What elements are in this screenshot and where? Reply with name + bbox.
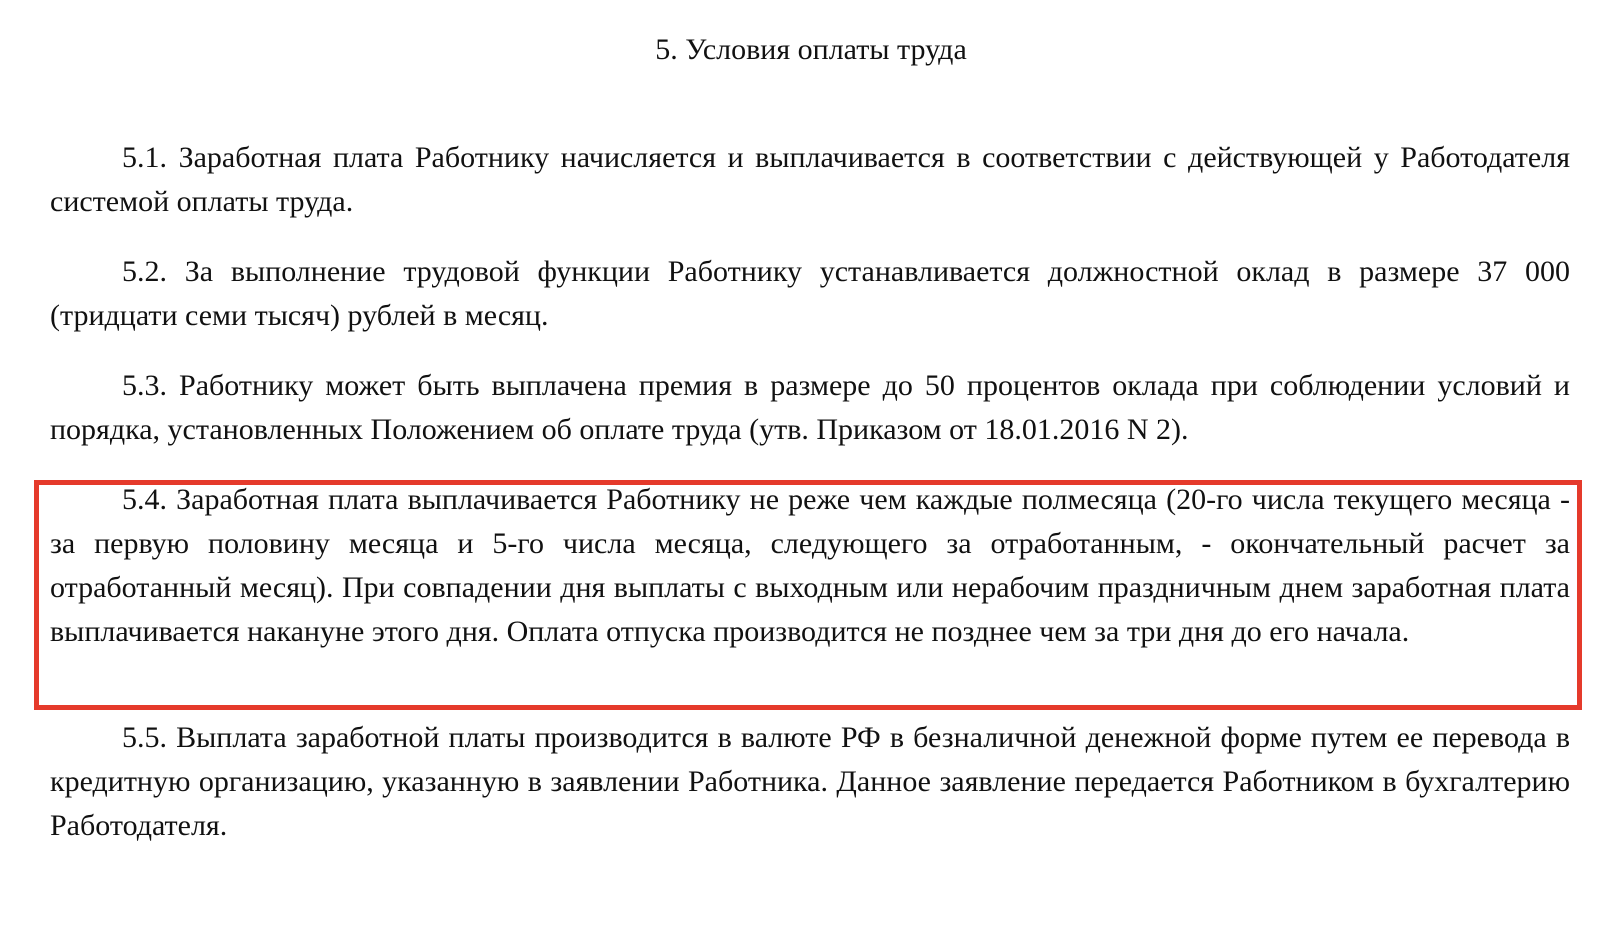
paragraph-5-4: 5.4. Заработная плата выплачивается Работнику не реже чем каждые полмесяца (20-го числа текущего месяца - за первую половину месяца и 5-го числа месяца, следующего за отработанным, - окончательный расчет за отработанный месяц). При совпадении дня выплаты с выходным или нерабочим праздничным днем заработная плата выплачивается накануне этого дня. Оплата отпуска производится не позднее чем за три дня до его начала. [50,483,1570,648]
paragraph-5-5: 5.5. Выплата заработной платы производится в валюте РФ в безналичной денежной форме путем ее перевода в кредитную организацию, указанную в заявлении Работника. Данное заявление передается Работником в бухгалтерию Работодателя. [50,721,1570,842]
paragraph-5-1: 5.1. Заработная плата Работнику начисляется и выплачивается в соответствии с действующей у Работодателя системой оплаты труда. [50,141,1570,218]
paragraph-5-2: 5.2. За выполнение трудовой функции Работнику устанавливается должностной оклад в размере 37 000 (тридцати семи тысяч) рублей в месяц. [50,255,1570,332]
paragraph-5-3: 5.3. Работнику может быть выплачена премия в размере до 50 процентов оклада при соблюдении условий и порядка, установленных Положением об оплате труда (утв. Приказом от 18.01.2016 N 2). [50,369,1570,446]
section-title: 5. Условия оплаты труда [655,33,967,66]
